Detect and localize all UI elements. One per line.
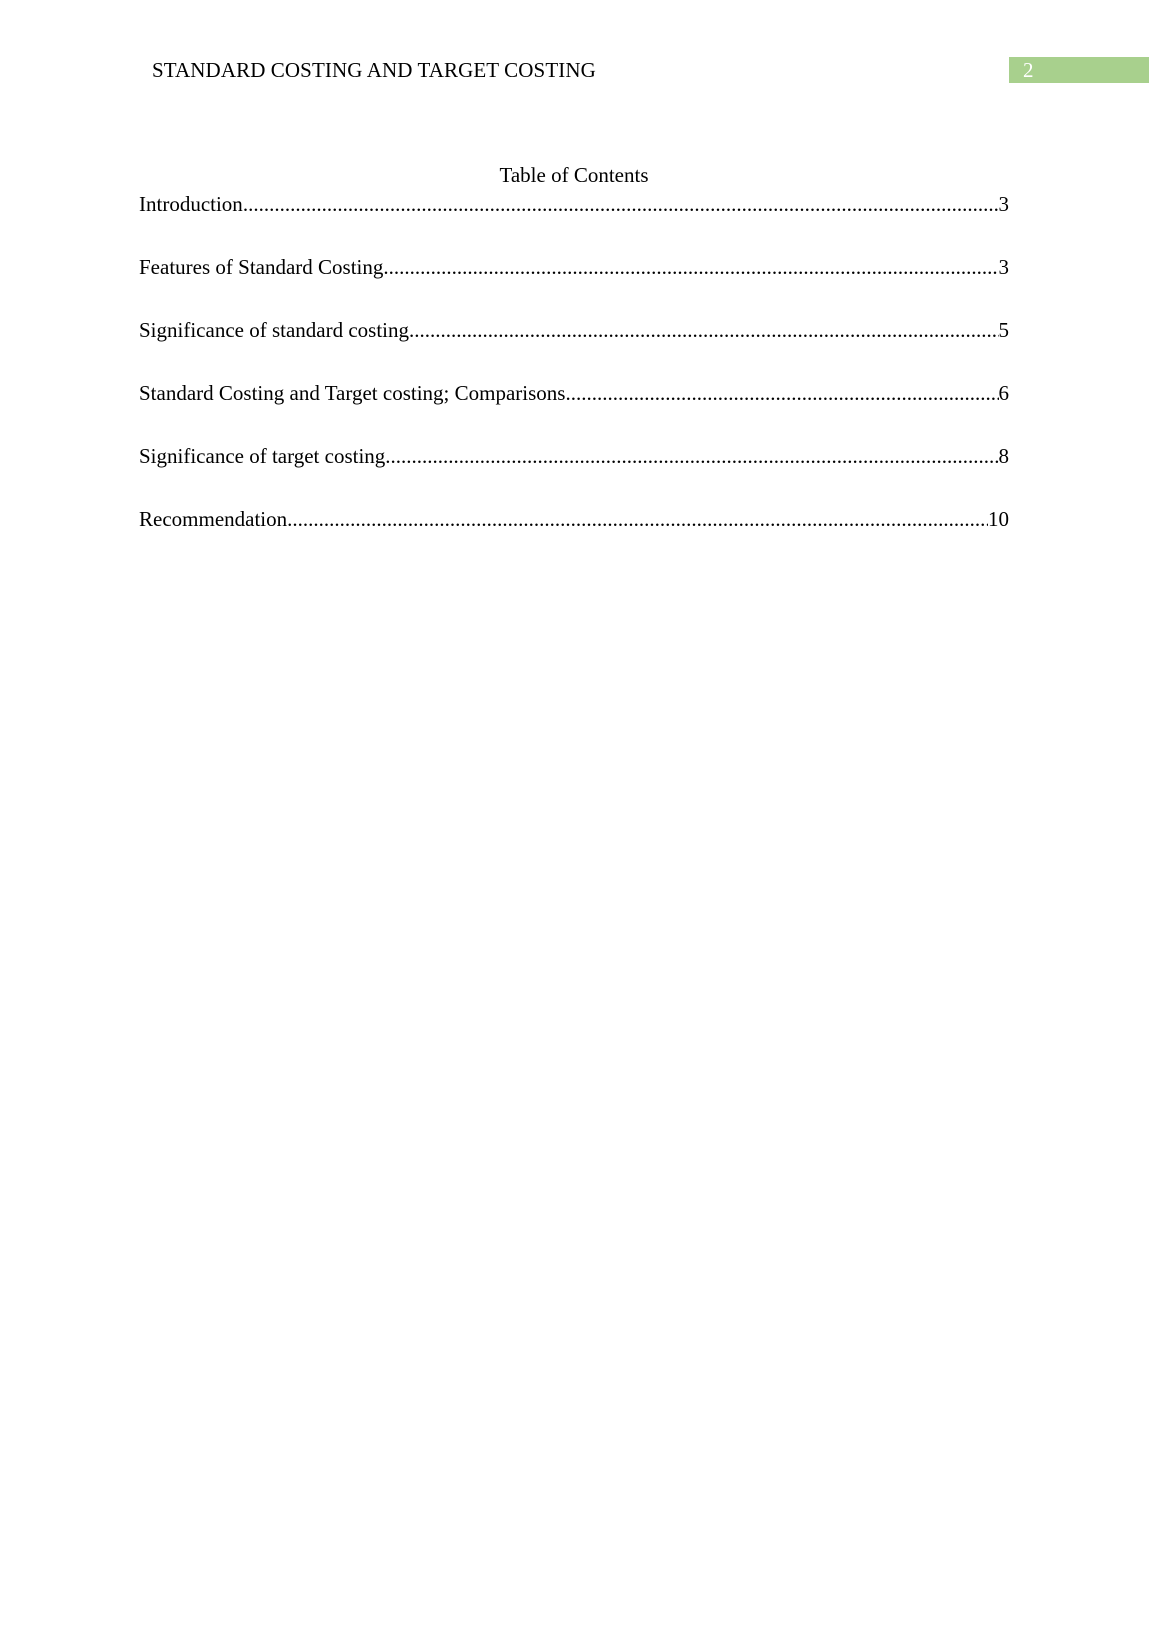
toc-entry-comparisons[interactable] (139, 379, 1009, 407)
table-of-contents (139, 160, 1009, 568)
toc-dot-leader (287, 505, 988, 533)
page-number-badge: 2 (1009, 57, 1149, 83)
toc-entry-label: Standard Costing and Target costing; Comparisons (139, 381, 566, 405)
toc-entry-label: Features of Standard Costing (139, 255, 384, 279)
toc-entry-recommendation[interactable] (139, 505, 1009, 533)
toc-entry-page: 5 (998, 318, 1009, 342)
toc-title: Table of Contents (499, 163, 649, 187)
toc-list (139, 190, 1009, 533)
toc-dot-leader (243, 190, 999, 218)
toc-entry-page: 10 (988, 507, 1009, 531)
toc-entry-significance-of-standard-costing[interactable] (139, 316, 1009, 344)
toc-entry-significance-of-target-costing[interactable] (139, 442, 1009, 470)
toc-dot-leader (385, 442, 998, 470)
toc-entry-label: Significance of target costing (139, 444, 386, 468)
toc-entry-page: 3 (998, 255, 1009, 279)
toc-entry-label: Significance of standard costing (139, 318, 410, 342)
toc-entry-page: 8 (998, 444, 1009, 468)
toc-dot-leader (565, 379, 998, 407)
toc-entry-label: Introduction (139, 192, 243, 216)
toc-entry-page: 3 (998, 192, 1009, 216)
toc-entry-features-of-standard-costing[interactable] (139, 253, 1009, 281)
running-header-title: STANDARD COSTING AND TARGET COSTING (152, 58, 596, 82)
toc-dot-leader (409, 316, 998, 344)
toc-dot-leader (383, 253, 998, 281)
toc-entry-label: Recommendation (139, 507, 288, 531)
toc-entry-introduction[interactable] (139, 190, 1009, 218)
toc-entry-page: 6 (998, 381, 1009, 405)
